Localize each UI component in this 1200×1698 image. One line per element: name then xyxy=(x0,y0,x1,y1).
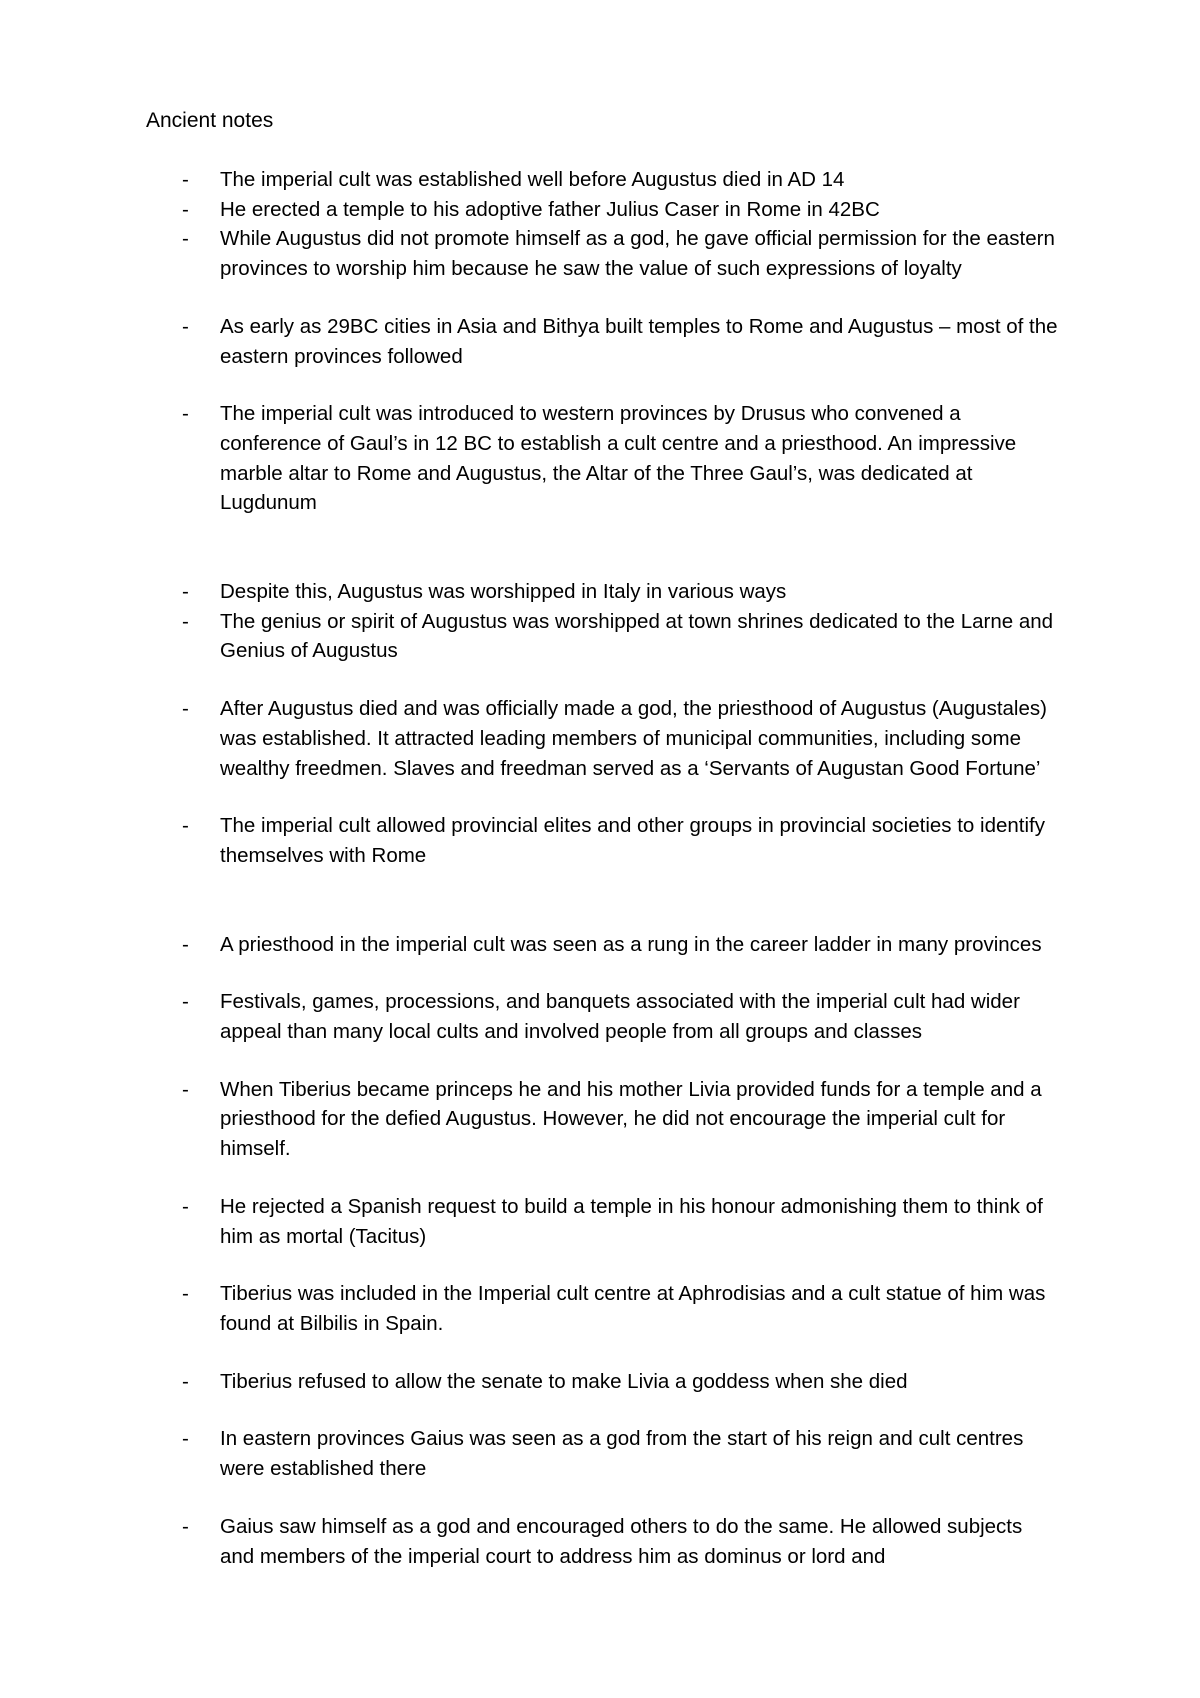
list-item xyxy=(180,607,1060,666)
bullet-list xyxy=(180,165,1060,1571)
bullet-dash: - xyxy=(182,697,189,721)
list-item xyxy=(180,1367,1060,1397)
bullet-dash: - xyxy=(182,197,189,221)
bullet-dash: - xyxy=(182,1514,189,1538)
list-item xyxy=(180,1075,1060,1164)
list-item-text: After Augustus died and was officially made a god, the priesthood of Augustus (Augustales) was established. It attracted leading members of municipal communities, including some wealthy freedmen. Slaves and freedman served as a ‘Servants of Augustan Good Fortune’ xyxy=(220,697,1047,780)
bullet-dash: - xyxy=(182,609,189,633)
bullet-dash: - xyxy=(182,990,189,1014)
list-item-text: He erected a temple to his adoptive father Julius Caser in Rome in 42BC xyxy=(220,197,880,221)
bullet-dash: - xyxy=(182,814,189,838)
list-item-text: When Tiberius became princeps he and his mother Livia provided funds for a temple and a priesthood for the defied Augustus. However, he did not encourage the imperial cult for himself. xyxy=(220,1077,1042,1161)
list-item xyxy=(180,694,1060,783)
bullet-dash: - xyxy=(182,227,189,251)
list-item-text: A priesthood in the imperial cult was seen as a rung in the career ladder in many provinces xyxy=(220,932,1042,956)
page-title: Ancient notes xyxy=(146,109,274,132)
list-item-text: The genius or spirit of Augustus was worshipped at town shrines dedicated to the Larne and Genius of Augustus xyxy=(220,609,1054,663)
list-item-text: Festivals, games, processions, and banquets associated with the imperial cult had wider appeal than many local cults and involved people from all groups and classes xyxy=(220,990,1020,1044)
bullet-dash: - xyxy=(182,1077,189,1101)
list-item-text: In eastern provinces Gaius was seen as a god from the start of his reign and cult centres were established there xyxy=(220,1427,1024,1481)
list-item-text: The imperial cult allowed provincial elites and other groups in provincial societies to identify themselves with Rome xyxy=(220,814,1045,867)
bullet-dash: - xyxy=(182,402,189,426)
list-item-text: Gaius saw himself as a god and encouraged others to do the same. He allowed subjects and members of the imperial court to address him as dominus or lord and xyxy=(220,1514,1023,1568)
list-item xyxy=(180,312,1060,371)
list-item-text: As early as 29BC cities in Asia and Bithya built temples to Rome and Augustus – most of the eastern provinces followed xyxy=(220,314,1058,368)
list-item xyxy=(180,1512,1060,1571)
list-item xyxy=(180,1279,1060,1338)
bullet-dash: - xyxy=(182,1369,189,1393)
list-item-text: Tiberius refused to allow the senate to make Livia a goddess when she died xyxy=(220,1369,908,1393)
list-item xyxy=(180,399,1060,518)
list-item xyxy=(180,811,1060,870)
list-item-text: While Augustus did not promote himself as a god, he gave official permission for the eastern provinces to worship him because he saw the value of such expressions of loyalty xyxy=(220,227,1055,281)
list-item xyxy=(180,577,1060,607)
list-item xyxy=(180,1424,1060,1483)
bullet-dash: - xyxy=(182,1194,189,1218)
list-item-text: The imperial cult was introduced to western provinces by Drusus who convened a conference of Gaul’s in 12 BC to establish a cult centre and a priesthood. An impressive marble altar to Rome and Augustus, the Altar of the Three Gaul’s, was dedicated at Lugdunum xyxy=(220,402,1017,515)
bullet-dash: - xyxy=(182,1282,189,1306)
list-item-text: He rejected a Spanish request to build a temple in his honour admonishing them to think of him as mortal (Tacitus) xyxy=(220,1194,1043,1248)
bullet-dash: - xyxy=(182,314,189,338)
list-item xyxy=(180,930,1060,960)
list-item xyxy=(180,1192,1060,1251)
list-item xyxy=(180,165,1060,195)
bullet-dash: - xyxy=(182,580,189,604)
list-item-text: Despite this, Augustus was worshipped in Italy in various ways xyxy=(220,580,787,604)
list-item-text: The imperial cult was established well before Augustus died in AD 14 xyxy=(220,168,845,191)
bullet-dash: - xyxy=(182,168,189,191)
list-item xyxy=(180,224,1060,283)
bullet-dash: - xyxy=(182,932,189,956)
list-item xyxy=(180,987,1060,1046)
list-item-text: Tiberius was included in the Imperial cult centre at Aphrodisias and a cult statue of him was found at Bilbilis in Spain. xyxy=(220,1282,1046,1335)
list-item xyxy=(180,195,1060,225)
bullet-dash: - xyxy=(182,1427,189,1451)
